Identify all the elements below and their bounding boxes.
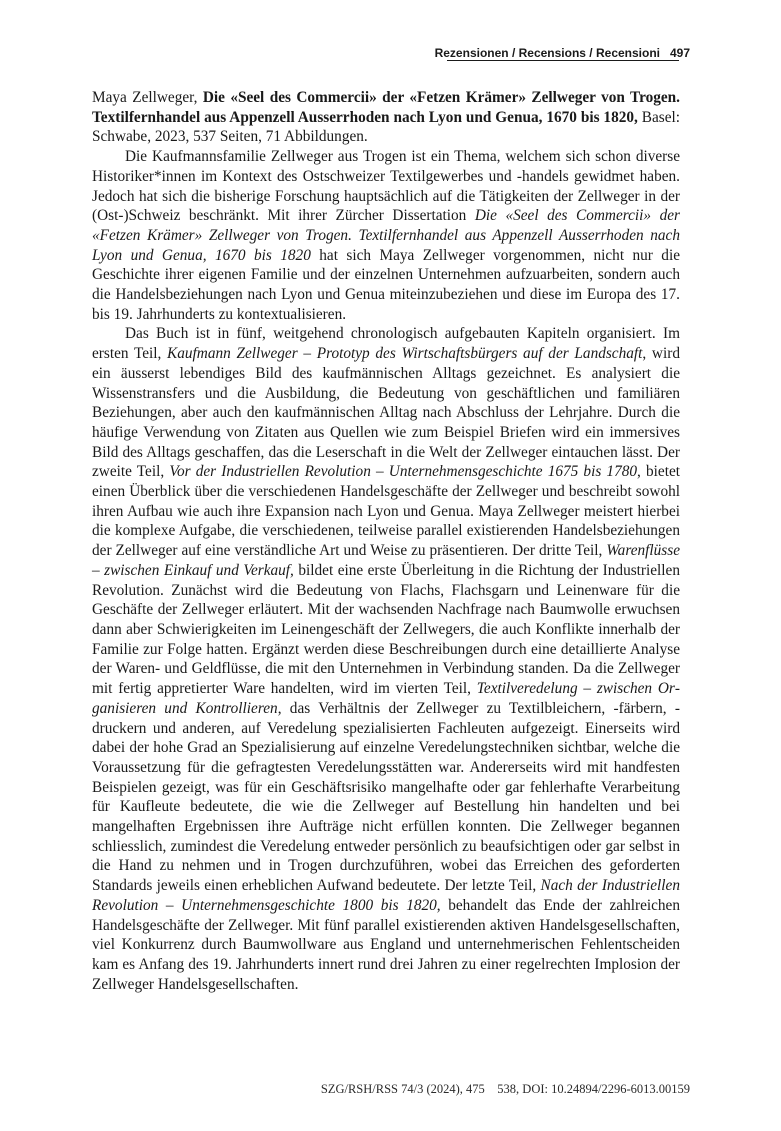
p2-text-5: , das Verhältnis der Zellweger zu Textilbleichern, -färbern, -druckern und anderen, auf Veredelung spezialisierten Fachleuten aufgezeigt. Einerseits wird dabei der hohe Grad an Spezialisierung auf einzelne Veredelungstechniken sichtbar, welche die Voraussetzung für die gefragtesten Veredelungsstätten war. Andererseits wird mit handfesten Beispielen gezeigt, was für ein Geschäftsrisiko mangelhafte oder gar fehlerhafte Verarbeitung für Kaufleute bedeutete, die wie die Zellweger auf Bestellung hin handelten und bei mangelhaften Ergebnissen ihre Aufträge nicht erfüllen konnten. Die Zellweger begannen schliesslich, zumindest die Veredelung entweder persönlich zu beaufsichtigen oder gar selbst in die Hand zu nehmen und in Trogen durchzuführen, wobei das Erreichen des geforderten Standards jeweils einen erheblichen Aufwand bedeutete. Der letzte Teil, [92, 699, 680, 895]
p2-italic-part-5: Nach der Industriellen Revolution – Unternehmensgeschichte 1800 bis 1820 [92, 877, 680, 914]
p2-text-4: bildet eine erste Überleitung in die Richtung der Industriellen Revolution. Zunächst wird die Bedeutung von Flachs, Flachsgarn und Leinenware für die Geschäfte der Zellweger erläutert. Mit der wachsenden Nachfrage nach Baumwolle erwuchsen dann aber Schwierigkeiten im Leinengeschäft der Zellwegers, die auch Konflikte innerhalb der Familie zur Folge hatten. Ergänzt werden diese Beschreibungen durch eine detaillierte Analyse der Waren- und Geldflüsse, die mit den Unternehmen in Verbindung standen. Da die Zellweger mit fertig appretierter Ware handelten, wird im vierten Teil, [92, 561, 680, 698]
review-paragraph-1 [92, 147, 680, 324]
p2-italic-part-3: Warenflüsse – zwischen Einkauf und Verkauf, [92, 542, 680, 579]
citation-author: Maya Zellweger, [92, 89, 198, 106]
citation-title: Die «Seel des Commercii» der «Fetzen Krämer» Zellweger von Trogen. Textilfernhandel aus Appenzell Ausserrhoden nach Lyon und Genua, 1670 bis 1820 [92, 89, 681, 126]
review-body [92, 88, 680, 994]
p2-italic-part-4: Textilveredelung – zwischen Organisieren und Kontrollieren [92, 680, 680, 717]
book-citation [92, 88, 680, 147]
p2-text-1: Das Buch ist in fünf, weitgehend chronologisch aufgebauten Kapiteln organisiert. Im ersten Teil, [92, 325, 680, 363]
p2-italic-part-1: Kaufmann Zellweger – Prototyp des Wirtschaftsbürgers auf der Landschaft [167, 345, 643, 363]
p1-text-2: hat sich Maya Zellweger vorgenommen, nicht nur die Geschichte ihrer eigenen Familie und der einzelnen Unternehmen aufzuarbeiten, sondern auch die Handelsbeziehungen nach Lyon und Genua miteinzubeziehen und diese im Europa des 17. bis 19. Jahrhunderts zu kontextualisieren. [92, 246, 680, 323]
p1-italic-title: Die «Seel des Commercii» der «Fetzen Krämer» Zellweger von Trogen. Textilfernhandel aus Appenzell Ausserrhoden nach Lyon und Genua, 1670 bis 1820 [92, 207, 680, 264]
page-number: 497 [669, 46, 690, 60]
citation-separator: , [634, 108, 642, 126]
p2-text-2: , wird ein äusserst lebendiges Bild des kaufmännischen Alltags gezeichnet. Es analysiert die Wissenstransfers und die Ausbildung, die Bedeutung von geschäftlichen und familiären Beziehungen, aber auch den kaufmännischen Alltag nach Abschluss der Lehrjahre. Durch die häufige Verwendung von Zitaten aus Quellen wie zum Beispiel Briefen wird ein immersives Bild des Alltags geschaffen, das die Leserschaft in die Welt der Zellweger eintauchen lässt. Der zweite Teil, [92, 345, 680, 481]
citation-publisher: : Schwabe, 2023, 537 Seiten, 71 Abbildungen. [92, 108, 680, 146]
review-paragraph-2 [92, 324, 680, 994]
p1-text-1: Die Kaufmannsfamilie Zellweger aus Trogen ist ein Thema, welchem sich schon diverse Historiker*innen im Kontext des Ostschweizer Textilgewerbes und -handels gewidmet haben. Jedoch hat sich die bisherige Forschung hauptsächlich auf die Tätigkeiten der Zellweger in der (Ost-)Schweiz beschränkt. Mit ihrer Zürcher Dissertation [92, 148, 680, 225]
p2-text-6: , behandelt das Ende der zahlreichen Handelsgeschäfte der Zellweger. Mit fünf parallel existierenden aktiven Handelsgesellschaften, viel Konkurrenz durch Baumwollware aus England und unternehmerischen Fehlentscheiden kam es Anfang des 19. Jahrhunderts innert rund drei Jahren zu einer regelrechten Implosion der Zellweger Handelsgesellschaften. [92, 896, 680, 993]
running-header [434, 44, 690, 64]
running-header-title: Rezensionen / Recensions / Recensioni [434, 46, 660, 60]
p2-italic-part-2: Vor der Industriellen Revolution – Unternehmensgeschichte 1675 bis 1780 [169, 463, 638, 481]
header-rule [447, 60, 679, 61]
citation-place: Basel [641, 108, 676, 126]
page-footer: SZG/RSH/RSS 74/3 (2024), 475 538, DOI: 10.24894/2296-6013.00159 [320, 1082, 690, 1096]
p2-text-3: , bietet einen Überblick über die verschiedenen Handelsgeschäfte der Zellweger und beschreibt sowohl ihren Aufbau wie auch ihre Expansion nach Lyon und Genua. Maya Zellweger meistert hierbei die komplexe Aufgabe, die verschiedenen, teilweise parallel existierenden Handelsbeziehungen der Zellweger auf eine verständliche Art und Weise zu präsentieren. Der dritte Teil, [92, 463, 680, 560]
